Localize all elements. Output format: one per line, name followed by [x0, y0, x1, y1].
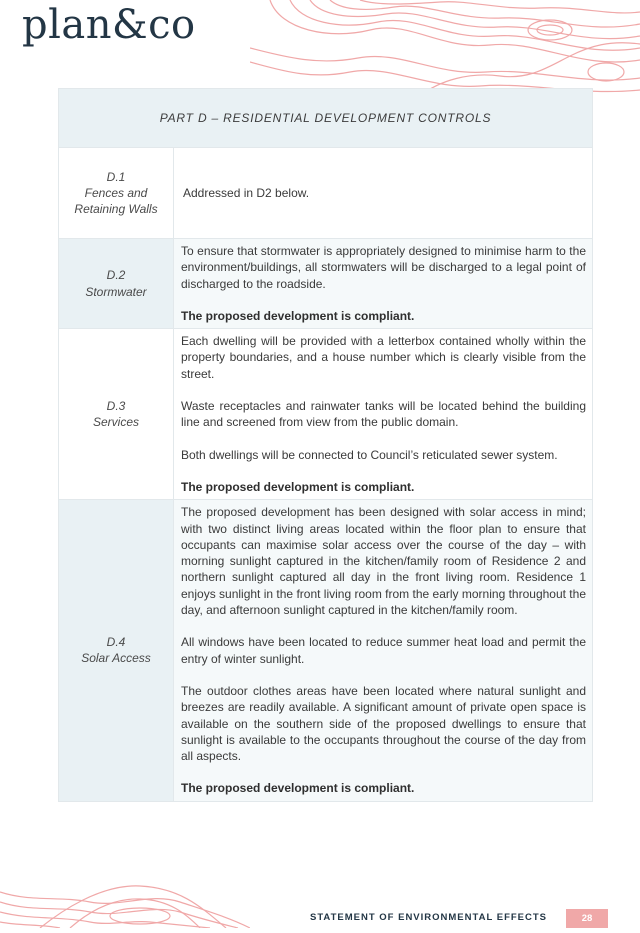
label-code: D.2	[106, 268, 126, 283]
label-name: Stormwater	[85, 284, 147, 299]
table-row-d4	[59, 500, 593, 801]
label-code: D.4	[106, 635, 126, 650]
row-paragraph: All windows have been located to reduce summer heat load and permit the entry of winter sunlight.	[181, 635, 586, 666]
row-content	[174, 148, 593, 239]
row-label	[59, 329, 174, 500]
row-paragraph: To ensure that stormwater is appropriately designed to minimise harm to the environment/buildings, all stormwaters will be discharged to a legal point of discharged to the roadside.	[181, 244, 586, 291]
label-code: D.1	[106, 169, 126, 184]
table-row-d3	[59, 329, 593, 500]
row-label	[59, 148, 174, 239]
row-label	[59, 500, 174, 801]
document-title: STATEMENT OF ENVIRONMENTAL EFFECTS	[310, 912, 548, 923]
residential-development-controls-table	[58, 88, 593, 802]
row-paragraph: Waste receptacles and rainwater tanks will be located behind the building line and screened from view from the public domain.	[181, 399, 586, 430]
table-row-d1	[59, 148, 593, 239]
table-row-d2	[59, 239, 593, 329]
compliance-statement: The proposed development is compliant.	[181, 308, 415, 323]
label-name: Fences and Retaining Walls	[74, 185, 158, 217]
row-paragraph: Each dwelling will be provided with a letterbox contained wholly within the property boundaries, and a house number which is clearly visible from the street.	[181, 334, 586, 381]
label-code: D.3	[106, 398, 126, 413]
row-paragraph: The outdoor clothes areas have been located where natural sunlight and breezes are readily available. A significant amount of private open space is available on the southern side of the proposed dwellings to ensure that sunlight is available to the occupants throughout the course of the day from all aspects.	[181, 683, 586, 764]
row-paragraph: The proposed development has been designed with solar access in mind; with two distinct living areas located within the floor plan to ensure that occupants can maximise solar access over the course of the day – with morning sunlight captured in the kitchen/family room of Residence 2 and northern sunlight captured all day in the front living room. Residence 1 enjoys sunlight in the front living room from the early morning throughout the day, and afternoon sunlight captured in the kitchen/family room.	[181, 505, 586, 618]
compliance-statement: The proposed development is compliant.	[181, 479, 415, 494]
topographic-decoration-bottom	[0, 872, 250, 928]
row-paragraph: Addressed in D2 below.	[183, 185, 310, 200]
row-content	[174, 239, 593, 329]
row-content	[174, 329, 593, 500]
table-header: PART D – RESIDENTIAL DEVELOPMENT CONTROLS	[59, 89, 593, 148]
row-content	[174, 500, 593, 801]
label-name: Services	[92, 415, 139, 430]
row-label	[59, 239, 174, 329]
plan-and-co-logo: plan&co	[22, 2, 196, 48]
row-paragraph: Both dwellings will be connected to Council’s reticulated sewer system.	[181, 447, 558, 462]
topographic-decoration-top	[250, 0, 640, 96]
page-number: 28	[566, 909, 608, 928]
compliance-statement: The proposed development is compliant.	[181, 781, 415, 796]
label-name: Solar Access	[81, 651, 151, 666]
